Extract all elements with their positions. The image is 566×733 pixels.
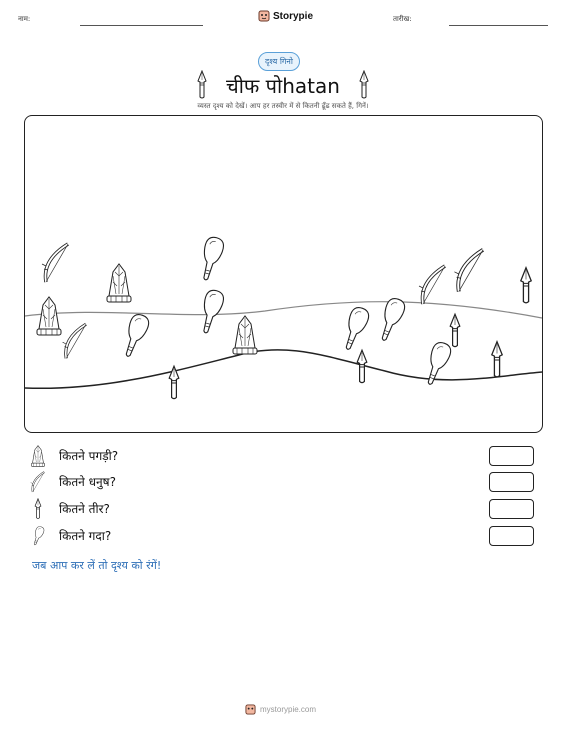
answer-box[interactable] <box>489 472 534 492</box>
answer-box[interactable] <box>489 446 534 466</box>
headdress-icon <box>30 445 46 467</box>
question-row <box>30 471 536 493</box>
bow-icon <box>419 266 445 304</box>
scene-frame <box>24 115 543 433</box>
coloring-note: जब आप कर लें तो दृश्य को रंगें! <box>32 559 162 572</box>
bow-icon <box>454 250 483 292</box>
club-icon <box>339 305 371 352</box>
name-line[interactable] <box>80 25 203 26</box>
arrow-icon <box>492 342 502 377</box>
brand-name: Storypie <box>273 10 314 22</box>
answer-box[interactable] <box>489 526 534 546</box>
club-icon <box>31 525 45 547</box>
back-hill <box>25 302 542 318</box>
name-label: नाम: <box>18 15 31 23</box>
bow-icon <box>63 324 86 358</box>
club-icon <box>197 235 226 282</box>
storypie-mascot-icon <box>258 9 270 23</box>
arrow-icon <box>521 268 531 303</box>
club-icon <box>119 312 151 359</box>
question-text: कितने गदा? <box>59 529 112 543</box>
activity-badge: दृश्य गिनो <box>258 52 300 71</box>
front-hill <box>25 350 542 389</box>
answer-box[interactable] <box>489 499 534 519</box>
bow-icon <box>42 244 68 282</box>
scene-drawing <box>25 116 542 432</box>
footer <box>245 703 316 716</box>
headdress-icon <box>107 264 131 302</box>
instructions: व्यस्त दृश्य को देखें। आप हर तस्वीर में से कितनी ढूँढ सकते हैं, गिनें। <box>197 102 369 110</box>
arrow-icon <box>450 314 460 346</box>
date-label: तारीख: <box>393 15 412 23</box>
date-line[interactable] <box>449 25 548 26</box>
arrow-icon <box>31 498 45 520</box>
bow-icon <box>30 471 46 493</box>
question-text: कितने धनुष? <box>59 475 116 489</box>
headdress-icon <box>37 297 61 335</box>
page-title: चीफ पोhatan <box>226 74 340 98</box>
question-text: कितने तीर? <box>59 502 110 516</box>
headdress-icon <box>233 316 257 354</box>
question-row <box>30 498 536 520</box>
question-row <box>30 525 536 547</box>
footer-url[interactable]: mystorypie.com <box>260 705 317 714</box>
club-icon <box>197 288 226 335</box>
club-icon <box>375 296 407 343</box>
storypie-mascot-icon <box>245 703 256 716</box>
title-right-arrow-icon <box>358 70 370 100</box>
storypie-logo <box>258 9 313 23</box>
question-text: कितने पगड़ी? <box>59 449 119 463</box>
question-row <box>30 445 536 467</box>
title-left-arrow-icon <box>196 70 208 100</box>
